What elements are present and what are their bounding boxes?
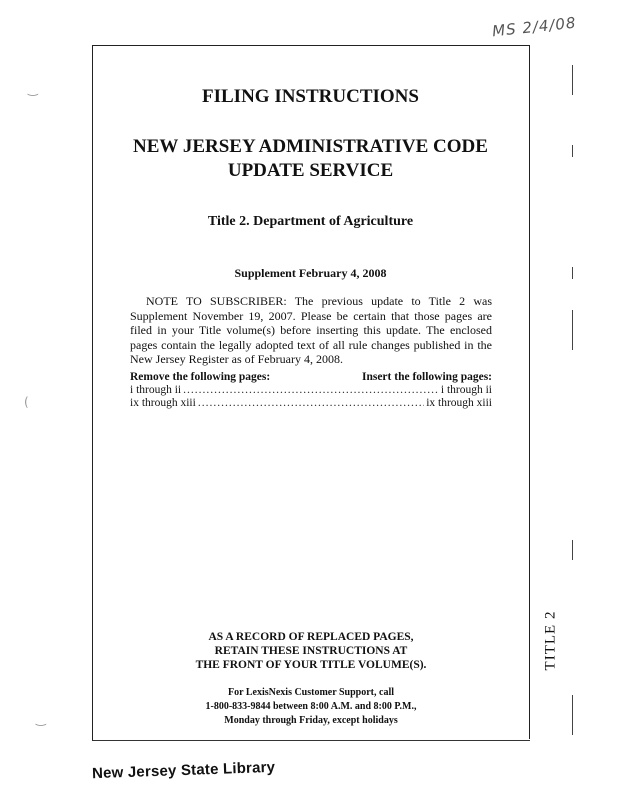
customer-support [130,686,492,728]
title-tab [529,600,573,680]
dot-leader [183,384,439,397]
support-line-2: 1-800-833-9844 between 8:00 A.M. and 8:00 P.M., [205,701,417,712]
handwritten-note: MS 2/4/08 [491,13,578,41]
record-notice [130,630,492,672]
code-title [92,135,529,183]
support-line-3: Monday through Friday, except holidays [224,715,398,726]
remove-range: ix through xiii [130,397,196,409]
tab-label: TITLE 2 [542,610,559,670]
code-title-line-1: NEW JERSEY ADMINISTRATIVE CODE [133,136,488,157]
supplement-date: Supplement February 4, 2008 [234,266,387,280]
subscriber-note-text: NOTE TO SUBSCRIBER: The previous update to Title 2 was Supplement November 19, 2007. Please be certain that those pages are filed in your Title volume(s) before inserting this update. The enclosed pages contain the legally adopted text of all rule changes published in the New Jersey Register as of February 4, 2008. [130,294,492,366]
tab-tick [572,540,573,560]
pages-table-header [130,371,492,384]
table-row [130,397,492,410]
code-title-line-2: UPDATE SERVICE [227,160,394,181]
record-notice-line-2: RETAIN THESE INSTRUCTIONS AT [214,645,408,657]
record-notice-line-1: AS A RECORD OF REPLACED PAGES, [208,631,414,643]
tab-tick [572,65,573,95]
hole-punch-mark: ( [24,395,29,409]
dot-leader [198,397,424,410]
hole-punch-mark: ‿ [28,82,38,96]
library-stamp: New Jersey State Library [91,758,276,783]
tab-tick [572,145,573,157]
record-notice-line-3: THE FRONT OF YOUR TITLE VOLUME(S). [195,659,427,671]
subscriber-note [130,294,492,367]
table-row [130,384,492,397]
insert-range: i through ii [440,384,492,396]
tab-tick [572,695,573,735]
page-title: FILING INSTRUCTIONS [202,86,419,107]
hole-punch-mark: ‿ [36,712,46,726]
title-name: Title 2. Department of Agriculture [207,214,414,229]
pages-table [130,371,492,410]
tab-tick [572,267,573,279]
remove-range: i through ii [130,384,182,396]
insert-range: ix through xiii [426,397,492,409]
insert-header: Insert the following pages: [361,371,492,383]
tab-tick [572,310,573,350]
remove-header: Remove the following pages: [130,371,271,383]
support-line-1: For LexisNexis Customer Support, call [227,687,394,698]
